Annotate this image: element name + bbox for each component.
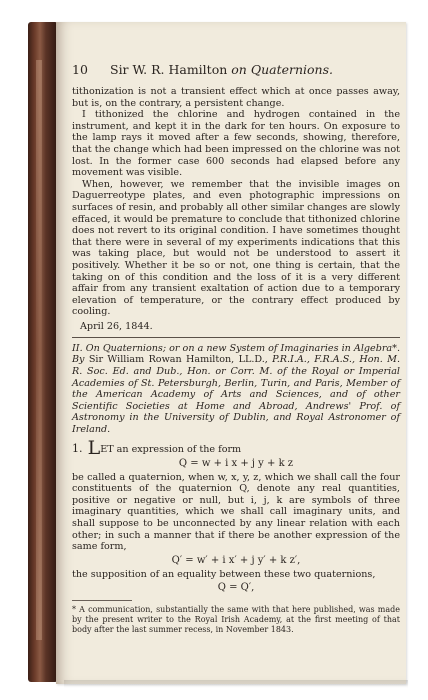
section-author: Sir William Rowan Hamilton, LL.D., <box>88 354 268 366</box>
book-spine <box>28 22 58 682</box>
formula-equality: Q = Q′, <box>217 582 255 594</box>
running-head <box>110 62 333 77</box>
spine-highlight <box>36 60 42 640</box>
running-head-title: on Quaternions. <box>231 62 333 77</box>
paragraph-daguerreotype: When, however, we remember that the invisible images on Daguerreotype plates, and even photographic impressions on surfaces of resin, and probably all other similar changes are slowly effaced, it would be premature to conclude that tithonized chlorine does not revert to its original condition. I have sometimes thought that there were in several of my experiments indications that this was taking place, but would not be understood to assert it positively. Whether it be so or not, one thing is certain, that the taking on of this condition and the loss of it is a very different affair from any transient exaltation of action due to a temporary elevation of temperature, or the contrary effect produced by cooling. <box>72 178 400 318</box>
formula-quaternion-prime: Q′ = w′ + i x′ + j y′ + k z′, <box>171 554 301 566</box>
running-header <box>72 62 400 80</box>
section-title-main: II. On Quaternions; or on a new System of Imaginaries in Algebra*. By <box>72 342 400 366</box>
page-number: 10 <box>72 62 88 77</box>
drop-cap: L <box>87 436 101 459</box>
paragraph-number: 1. <box>72 441 83 455</box>
article-opening <box>72 436 400 459</box>
section-title-credentials: P.R.I.A., F.R.A.S., Hon. M. R. Soc. Ed. and Dub., Hon. or Corr. M. of the Royal or Imperial Academies of St. Petersburgh, Berlin, Turin, and Paris, Member of the American Academy of Arts and Sciences, and of other Scientific Societies at Home and Abroad, Andrews' Prof. of Astronomy in the University of Dublin, and Royal Astronomer of Ireland. <box>72 354 400 436</box>
opening-text: ET an expression of the form <box>100 443 242 455</box>
section-divider <box>72 337 400 338</box>
section-title <box>72 343 400 436</box>
paragraph-tithonized: I tithonized the chlorine and hydrogen contained in the instrument, and kept it in the dark for ten hours. On exposure to the lamp rays it moved after a few seconds, showing, therefore, that the change which had been impressed on the chlorine was not lost. In the former case 600 seconds had elapsed before any movement was visible. <box>72 109 400 179</box>
paragraph-definition: be called a quaternion, when w, x, y, z, which we shall call the four constituents of the quaternion Q, denote any real quantities, positive or negative or null, but i, j, k are symbols of three imaginary quantities, which we shall call imaginary units, and shall suppose to be unconnected by any linear relation with each other; in such a manner that if there be another expression of the same form, <box>72 471 400 553</box>
date-line: April 26, 1844. <box>80 320 153 332</box>
paragraph-equality: the supposition of an equality between these two quaternions, <box>72 568 376 580</box>
paragraph-continued: tithonization is not a transient effect which at once passes away, but is, on the contrary, a persistent change. <box>72 86 400 109</box>
page-shadow <box>64 680 408 688</box>
footnote: * A communication, substantially the same with that here published, was made by the present writer to the Royal Irish Academy, at the first meeting of that body after the last summer recess, in November 1843. <box>72 605 400 634</box>
running-head-author: Sir W. R. Hamilton <box>110 62 228 77</box>
page-content <box>72 62 400 635</box>
footnote-rule <box>72 600 132 601</box>
formula-quaternion: Q = w + i x + j y + k z <box>178 457 294 469</box>
